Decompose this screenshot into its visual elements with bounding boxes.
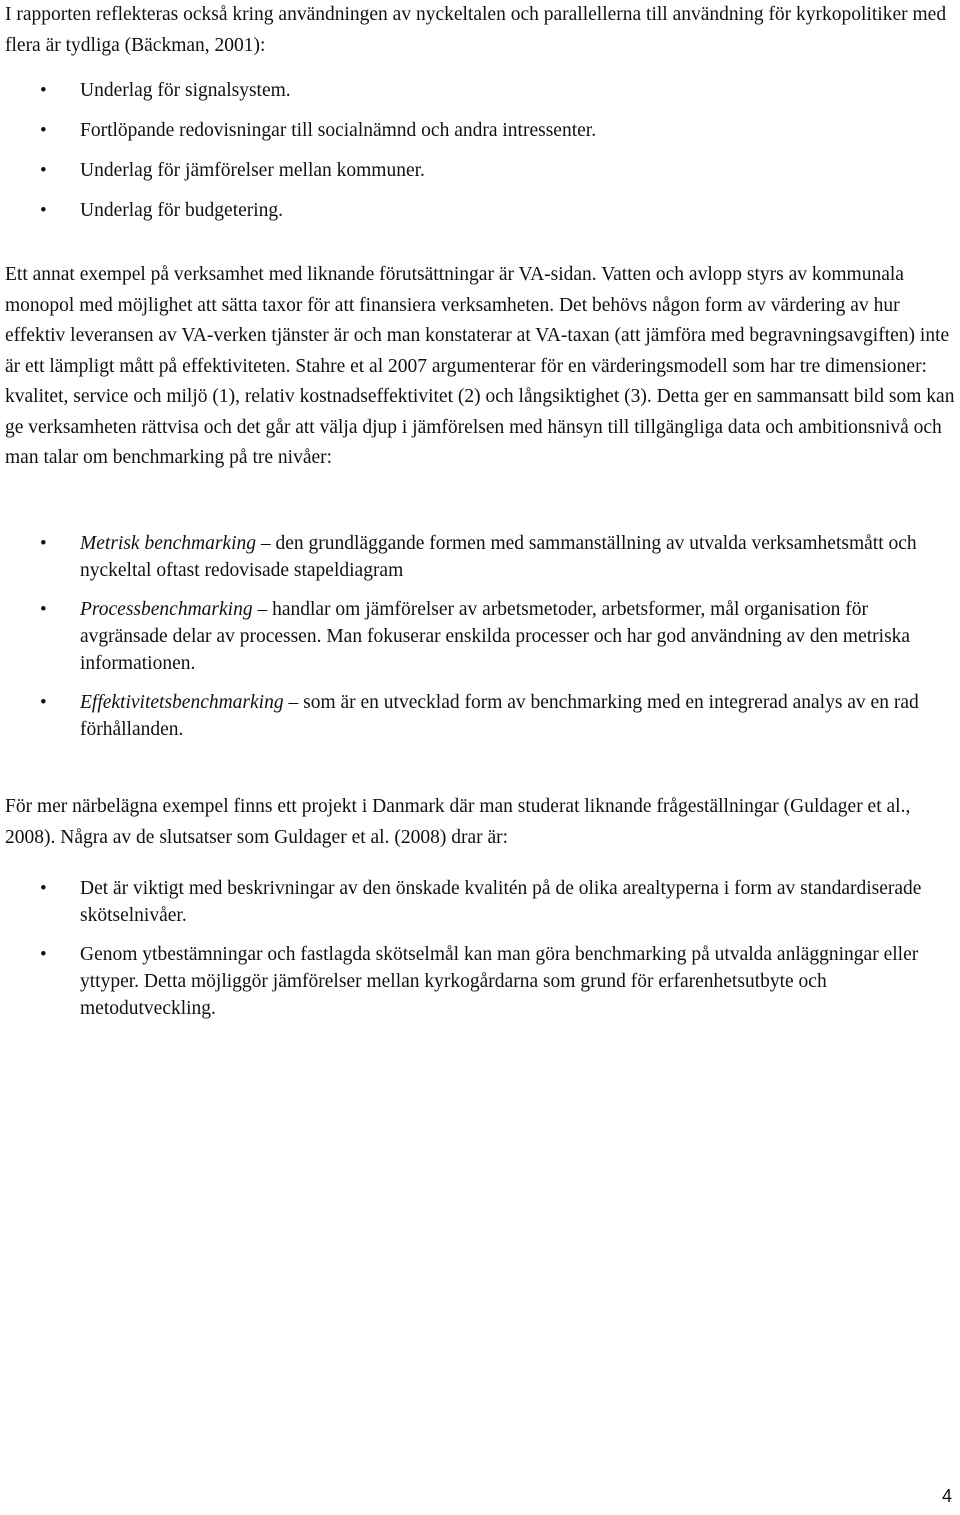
bullet-icon: • — [40, 692, 47, 713]
page-number: 4 — [941, 1486, 952, 1506]
term-description: – som är en utvecklad form av benchmarking med en integrerad analys av en rad förhållanden. — [80, 692, 919, 740]
list-item — [0, 116, 960, 156]
list-item-text: Underlag för budgetering. — [80, 200, 284, 221]
benchmarking-levels-list — [0, 530, 960, 749]
uses-list — [0, 76, 960, 236]
list-item — [0, 689, 960, 749]
list-item — [0, 530, 960, 596]
list-item — [0, 875, 960, 941]
va-paragraph: Ett annat exempel på verksamhet med liknande förutsättningar är VA-sidan. Vatten och avlopp styrs av kommunala monopol med möjlighet att sätta taxor för att finansiera verksamheten. Det behövs någon form av värdering av hur effektiv leveransen av VA-verken tjänster är och man konstaterar at VA-taxan (att jämföra med begravningsavgiften) inte är ett lämpligt mått på effektiviteten. Stahre et al 2007 argumenterar för en värderingsmodell som har tre dimensioner: kvalitet, service och miljö (1), relativ kostnadseffektivitet (2) och långsiktighet (3). Detta ger en sammansatt bild som kan ge verksamheten rättvisa och det går att välja djup i jämförelsen med hänsyn till tillgängliga data och ambitionsnivå och man talar om benchmarking på tre nivåer: — [5, 264, 955, 468]
list-item-text: Det är viktigt med beskrivningar av den önskade kvalitén på de olika arealtyperna i form av standardiserade skötselnivåer. — [80, 878, 922, 926]
list-item — [0, 941, 960, 1022]
list-item — [0, 596, 960, 689]
term-effektivitet: Effektivitetsbenchmarking — [80, 692, 284, 713]
bullet-icon: • — [40, 599, 47, 620]
list-item-text: Fortlöpande redovisningar till socialnämnd och andra intressenter. — [80, 120, 597, 141]
intro-paragraph: I rapporten reflekteras också kring användningen av nyckeltalen och parallellerna till användning för kyrkopolitiker med flera är tydliga (Bäckman, 2001): — [5, 4, 947, 56]
bullet-icon: • — [40, 533, 47, 554]
list-item — [0, 156, 960, 196]
bullet-icon: • — [40, 878, 47, 899]
denmark-paragraph: För mer närbelägna exempel finns ett projekt i Danmark där man studerat liknande frågeställningar (Guldager et al., 2008). Några av de slutsatser som Guldager et al. (2008) drar är: — [5, 796, 911, 848]
list-item — [0, 76, 960, 116]
list-item-text: Genom ytbestämningar och fastlagda skötselmål kan man göra benchmarking på utvalda anläggningar eller yttyper. Detta möjliggör jämförelser mellan kyrkogårdarna som grund för erfarenhetsutbyte och metodutveckling. — [80, 944, 919, 1019]
bullet-icon: • — [40, 200, 47, 221]
term-process: Processbenchmarking — [80, 599, 253, 620]
list-item-text: Underlag för signalsystem. — [80, 80, 291, 101]
term-metrisk: Metrisk benchmarking — [80, 533, 256, 554]
list-item-text — [80, 596, 950, 677]
bullet-icon: • — [40, 944, 47, 965]
bullet-icon: • — [40, 120, 47, 141]
term-description: – handlar om jämförelser av arbetsmetoder, arbetsformer, mål organisation för avgränsade delar av processen. Man fokuserar enskilda processer och har god användning av den metriska informationen. — [80, 599, 911, 674]
list-item-text — [80, 689, 950, 743]
term-description: – den grundläggande formen med sammanställning av utvalda verksamhetsmått och nyckeltal oftast redovisade stapeldiagram — [80, 533, 917, 581]
list-item — [0, 196, 960, 236]
conclusions-list — [0, 875, 960, 1022]
list-item-text: Underlag för jämförelser mellan kommuner. — [80, 160, 425, 181]
bullet-icon: • — [40, 80, 47, 101]
bullet-icon: • — [40, 160, 47, 181]
list-item-text — [80, 530, 950, 584]
